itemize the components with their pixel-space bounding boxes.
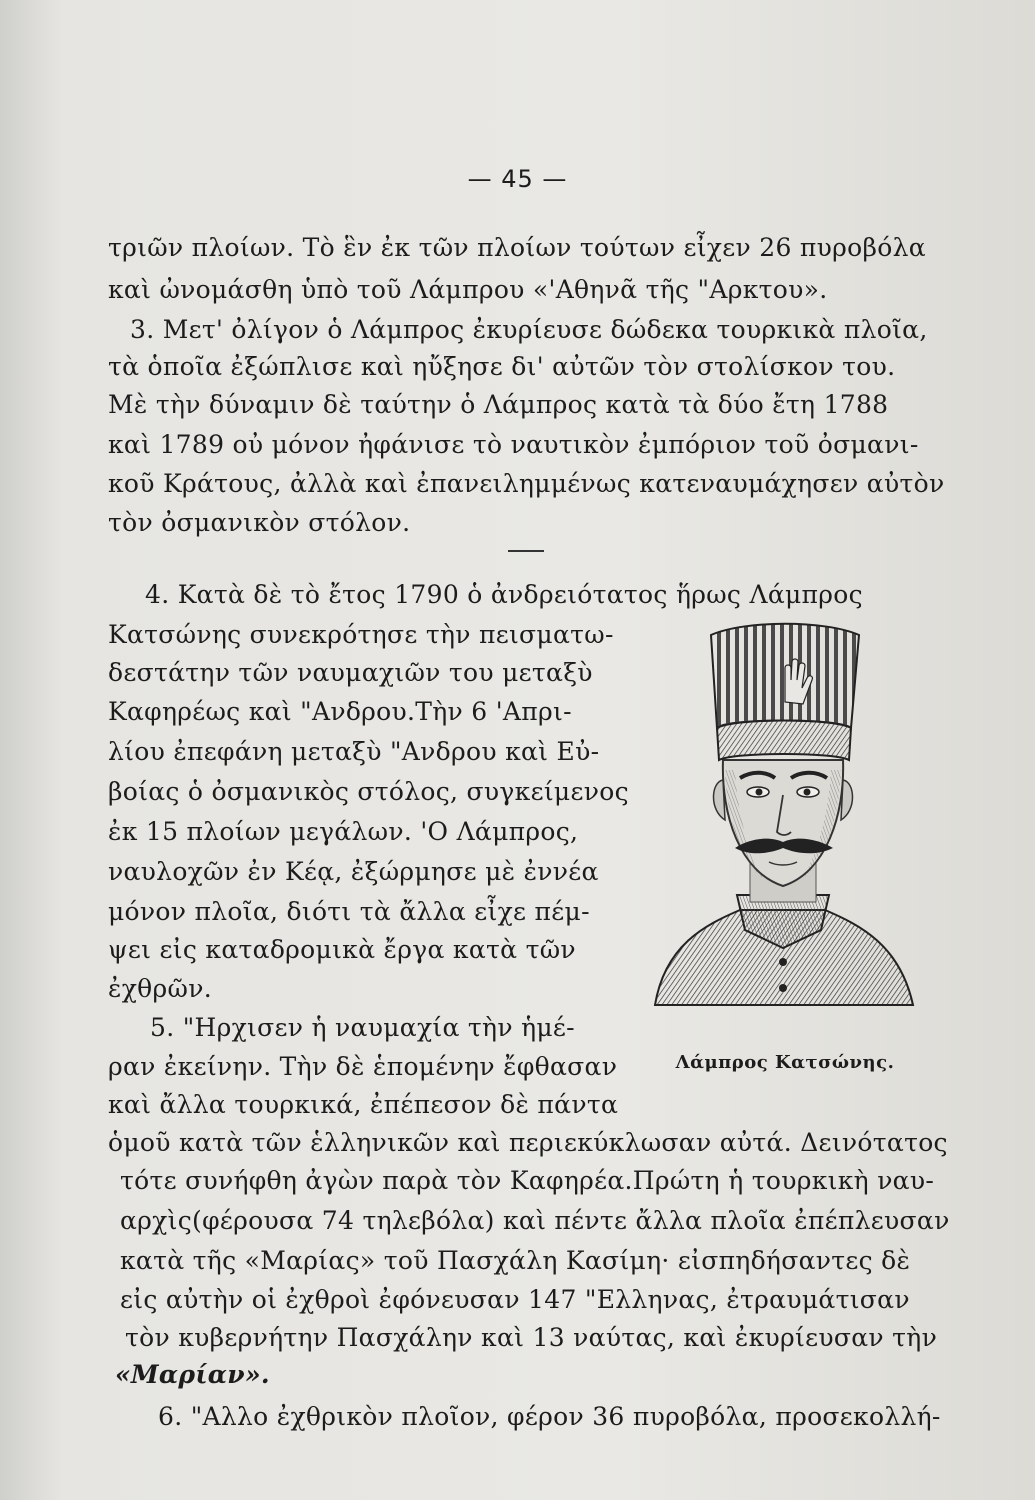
text-line: καὶ ἄλλα τουρκικά, ἐπέπεσον δὲ πάντα (108, 1090, 619, 1119)
text-line: 5. "Ηρχισεν ἡ ναυμαχία τὴν ἡμέ- (150, 1013, 575, 1042)
text-line: ἐκ 15 πλοίων μεγάλων. 'Ο Λάμπρος, (108, 817, 579, 846)
text-line: «Μαρίαν». (115, 1360, 270, 1389)
text-line: 4. Κατὰ δὲ τὸ ἔτος 1790 ὁ ἀνδρειότατος ἥρως Λάμπρος (145, 580, 863, 609)
portrait-caption: Λάμπρος Κατσώνης. (675, 1052, 895, 1073)
text-line: αρχὶς(φέρουσα 74 τηλεβόλα) καὶ πέντε ἄλλα πλοῖα ἐπέπλευσαν (120, 1206, 950, 1235)
text-line: τὸν κυβερνήτην Πασχάλην καὶ 13 ναύτας, καὶ ἐκυρίευσαν τὴν (125, 1323, 938, 1352)
text-line: εἰς αὐτὴν οἱ ἐχθροὶ ἐφόνευσαν 147 "Ελληνας, ἐτραυμάτισαν (120, 1285, 910, 1314)
text-line: 3. Μετ' ὀλίγον ὁ Λάμπρος ἐκυρίευσε δώδεκα τουρκικὰ πλοῖα, (130, 315, 928, 344)
text-line: τότε συνήφθη ἀγὼν παρὰ τὸν Καφηρέα.Πρώτη ἡ τουρκικὴ ναυ- (120, 1166, 935, 1195)
text-line: βοίας ὁ ὀσμανικὸς στόλος, συγκείμενος (108, 777, 629, 806)
text-line: ναυλοχῶν ἐν Κέᾳ, ἐξώρμησε μὲ ἐννέα (108, 857, 599, 886)
text-line: καὶ ὠνομάσθη ὑπὸ τοῦ Λάμπρου «'Αθηνᾶ τῆς "Αρκτου». (108, 275, 828, 304)
text-line: τριῶν πλοίων. Τὸ ἓν ἐκ τῶν πλοίων τούτων εἶχεν 26 πυροβόλα (108, 233, 926, 262)
section-divider (508, 550, 544, 552)
text-line: ψει εἰς καταδρομικὰ ἔργα κατὰ τῶν (108, 935, 576, 964)
text-line: ὁμοῦ κατὰ τῶν ἑλληνικῶν καὶ περιεκύκλωσαν αὐτά. Δεινότατος (108, 1128, 948, 1157)
text-line: κοῦ Κράτους, ἀλλὰ καὶ ἐπανειλημμένως κατεναυμάχησεν αὐτὸν (108, 469, 945, 498)
text-line: ἐχθρῶν. (108, 974, 212, 1003)
text-line: Καφηρέως καὶ "Ανδρου.Τὴν 6 'Απρι- (108, 697, 572, 726)
page-number: — 45 — (467, 165, 568, 193)
text-line: τὸν ὀσμανικὸν στόλον. (108, 508, 411, 537)
text-line: 6. "Αλλο ἐχθρικὸν πλοῖον, φέρον 36 πυροβόλα, προσεκολλή- (158, 1402, 941, 1431)
text-line: Κατσώνης συνεκρότησε τὴν πεισματω- (108, 620, 614, 649)
text-line: καὶ 1789 οὐ μόνον ἠφάνισε τὸ ναυτικὸν ἐμπόριον τοῦ ὀσμανι- (108, 430, 919, 459)
text-line: Μὲ τὴν δύναμιν δὲ ταύτην ὁ Λάμπρος κατὰ τὰ δύο ἔτη 1788 (108, 390, 889, 419)
text-line: κατὰ τῆς «Μαρίας» τοῦ Πασχάλη Κασίμη· εἰσπηδήσαντες δὲ (120, 1246, 911, 1275)
text-line: δεστάτην τῶν ναυμαχιῶν του μεταξὺ (108, 658, 593, 687)
text-line: ραν ἐκείνην. Τὴν δὲ ἑπομένην ἔφθασαν (108, 1052, 618, 1081)
text-line: λίου ἐπεφάνη μεταξὺ "Ανδρου καὶ Εὐ- (108, 737, 600, 766)
text-line: μόνον πλοῖα, διότι τὰ ἄλλα εἶχε πέμ- (108, 897, 590, 926)
portrait-engraving (645, 610, 920, 1015)
text-line: τὰ ὁποῖα ἐξώπλισε καὶ ηὔξησε δι' αὐτῶν τὸν στολίσκον του. (108, 352, 896, 381)
